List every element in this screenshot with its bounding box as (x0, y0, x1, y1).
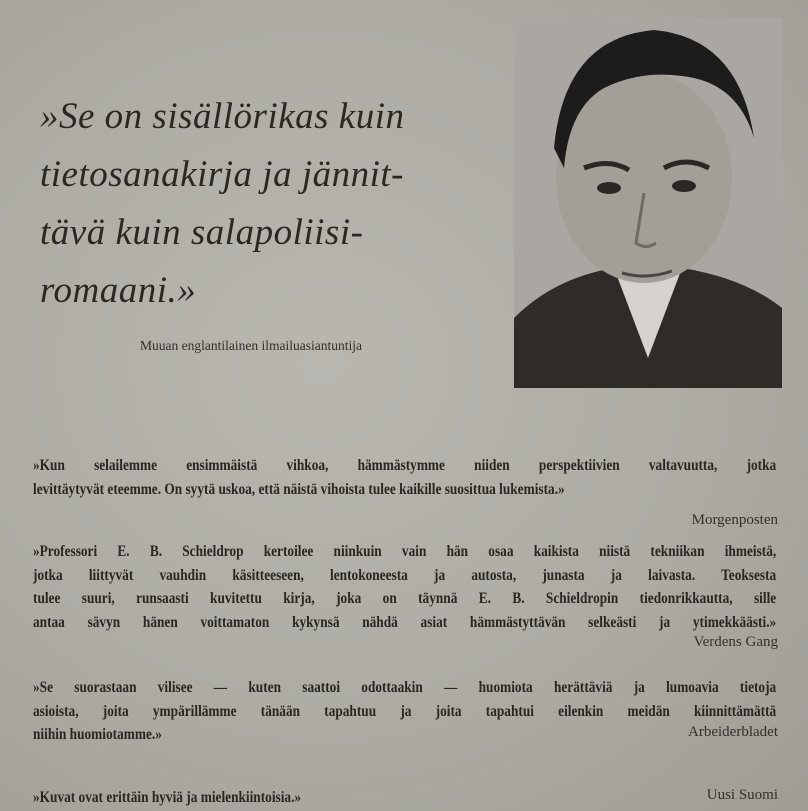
quote-line: »Kun selailemme ensimmäistä vihkoa, hämmästymme niiden perspektiivien valtavuutta, jotka (33, 457, 777, 474)
quote-line: tulee suuri, runsaasti kuvitettu kirja, joka on täynnä E. B. Schieldropin tiedonrikkautta, sille (33, 590, 777, 607)
headline-line: »Se on sisällörikas kuin (40, 96, 405, 137)
headline-quote (40, 88, 480, 320)
quote-source: Arbeiderbladet (688, 724, 778, 740)
author-portrait-photo (514, 18, 782, 388)
review-quote-2 (33, 540, 778, 634)
quote-line: »Se suorastaan vilisee — kuten saattoi odottaakin — huomiota herättäviä ja lumoavia tietoja (33, 679, 777, 696)
headline-line: tietosanakirja ja jännit- (40, 154, 404, 195)
headline-line: tävä kuin salapoliisi- (40, 212, 364, 253)
quote-line: jotka liittyvät vauhdin käsitteeseen, lentokoneesta ja autosta, junasta ja laivasta. Teoksesta (33, 566, 777, 584)
quote-source: Uusi Suomi (706, 787, 778, 803)
quote-line: »Professori E. B. Schieldrop kertoilee niinkuin vain hän osaa kaikista niistä tekniikan ihmeistä, (33, 543, 777, 560)
review-quote-1 (33, 454, 778, 501)
review-quote-3 (33, 676, 778, 747)
headline-line: romaani.» (40, 270, 197, 311)
quote-source: Morgenposten (691, 512, 778, 528)
quote-source: Verdens Gang (693, 634, 778, 650)
review-quote-4 (33, 786, 778, 810)
quote-line: niihin huomiotamme.» (33, 726, 162, 743)
quote-line: levittäytyvät eteemme. On syytä uskoa, että näistä vihoista tulee kaikille suosittua lukemista.» (33, 480, 565, 498)
headline-attribution: Muuan englantilainen ilmailuasiantuntija (140, 338, 362, 353)
quote-line: »Kuvat ovat erittäin hyviä ja mielenkiintoisia.» (33, 789, 302, 806)
quote-line: antaa sävyn hänen voittamaton kykynsä nähdä asiat hämmästyttävän selkeästi ja ytimekkäästi.» (33, 613, 777, 631)
quote-line: asioista, joita ympärillämme tänään tapahtuu ja joita tapahtui eilenkin meidän kiinnittämättä (33, 702, 777, 720)
